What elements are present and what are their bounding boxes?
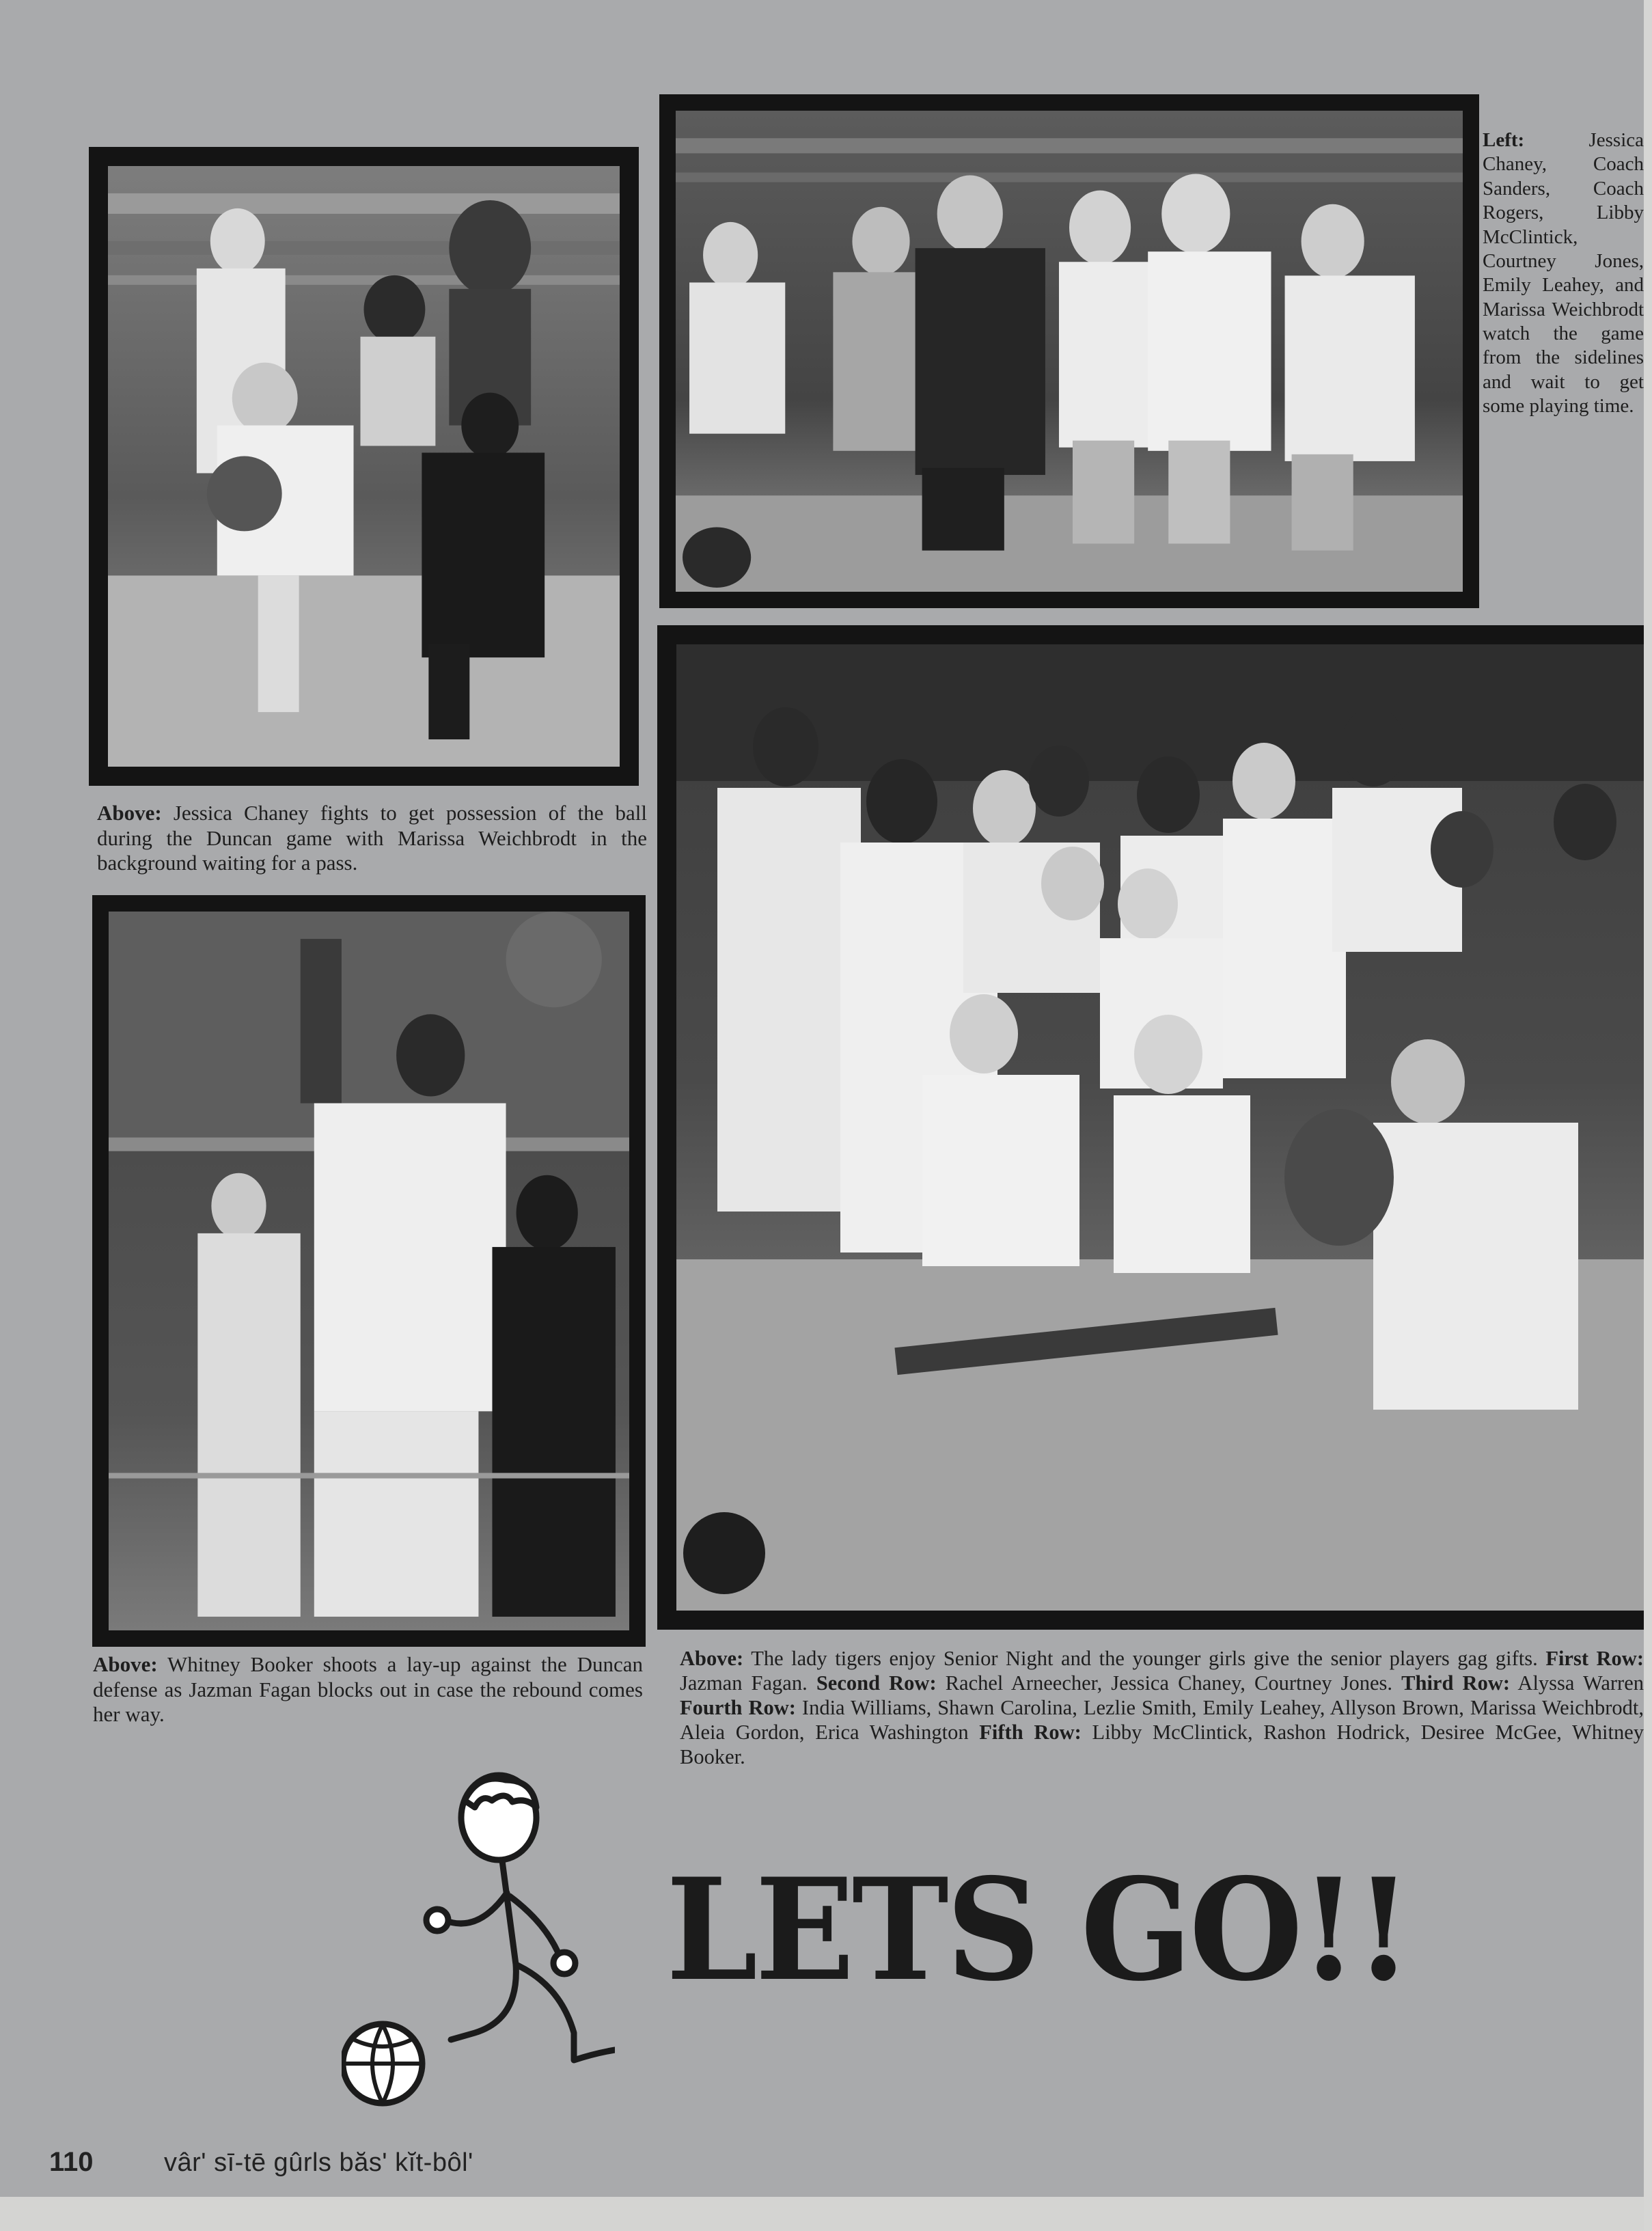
photo-image (109, 912, 629, 1630)
caption-lead: Above: (680, 1647, 744, 1670)
second-row-label: Second Row: (816, 1671, 937, 1695)
third-row-names: Alyssa Warren (1510, 1671, 1644, 1695)
photo-image (676, 111, 1463, 592)
second-row-names: Rachel Arneecher, Jessica Chaney, Courtney Jones. (936, 1671, 1402, 1695)
third-row-label: Third Row: (1401, 1671, 1510, 1695)
photo-image (108, 166, 620, 767)
caption-lead: Above: (93, 1652, 158, 1676)
fourth-row-names: India Williams, Shawn Carolina, Lezlie Smith, Emily Leahey, Allyson Brown, Marissa Weichbrodt, Aleia Gordon, Erica Washington (680, 1695, 1644, 1744)
first-row-names: Jazman Fagan. (680, 1671, 816, 1695)
side-caption (1483, 128, 1644, 419)
running-title: vâr' sī-tē gûrls băs' kĭt-bôl' (164, 2148, 473, 2177)
caption-lead: Above: (97, 801, 162, 825)
page-bottom-edge (0, 2197, 1652, 2231)
photo-senior-night-team (657, 625, 1652, 1630)
caption-text: Jessica Chaney, Coach Sanders, Coach Rogers, Libby McClintick, Courtney Jones, Emily Leahey, and Marissa Weichbrodt watch the game from the sidelines and wait to get some playing time. (1483, 129, 1644, 418)
caption-text: Jessica Chaney fights to get possession of the ball during the Duncan game with Marissa Weichbrodt in the background waiting for a pass. (97, 801, 647, 875)
photo-jessica-chaney-possession (89, 147, 639, 786)
page-right-edge (1644, 0, 1652, 2231)
page-number: 110 (49, 2147, 94, 2177)
page-headline: LETS GO!! (666, 1848, 1410, 2012)
fifth-row-names: Libby McClintick, Rashon Hodrick, Desiree McGee, Whitney Booker. (680, 1720, 1644, 1768)
photo-whitney-booker-layup (92, 895, 646, 1647)
stick-figure-basketball-icon (342, 1760, 615, 2115)
caption-senior-night (680, 1647, 1644, 1770)
caption-lead: Left: (1483, 129, 1525, 151)
caption-text: The lady tigers enjoy Senior Night and the younger girls give the senior players gag gifts. (743, 1647, 1538, 1670)
caption-jessica-chaney (97, 801, 647, 876)
caption-whitney-booker (93, 1652, 643, 1727)
photo-sideline-bench (659, 94, 1479, 608)
first-row-label: First Row: (1545, 1647, 1644, 1670)
fifth-row-label: Fifth Row: (979, 1720, 1082, 1744)
photo-image (676, 644, 1652, 1611)
fourth-row-label: Fourth Row: (680, 1695, 796, 1719)
caption-text: Whitney Booker shoots a lay-up against the Duncan defense as Jazman Fagan blocks out in case the rebound comes her way. (93, 1652, 643, 1727)
